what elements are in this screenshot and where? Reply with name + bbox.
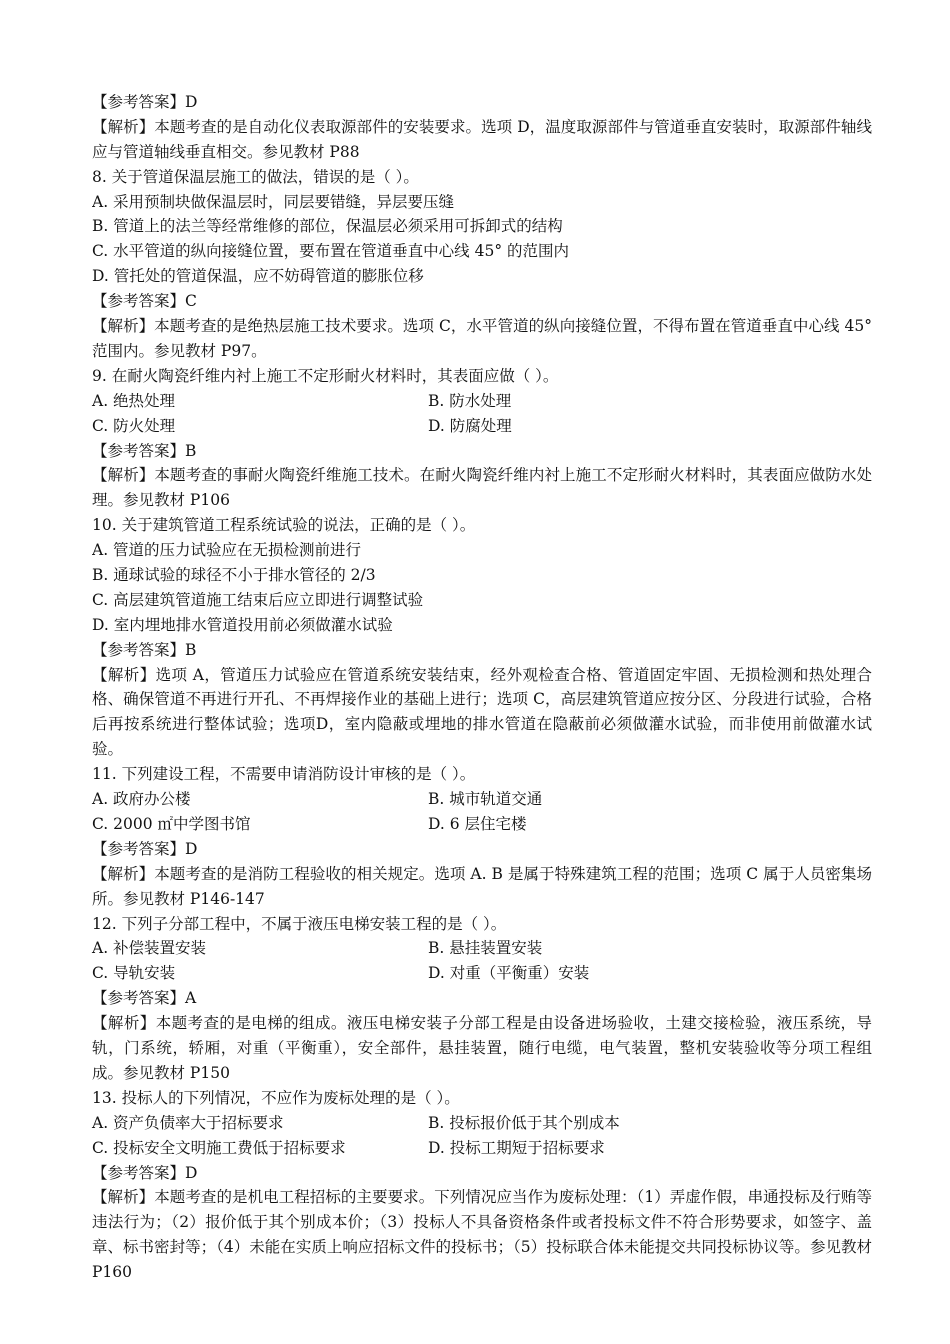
option-line: A. 管道的压力试验应在无损检测前进行 bbox=[92, 541, 362, 560]
explanation-paragraph: 【解析】本题考查的是自动化仪表取源部件的安装要求。选项 D，温度取源部件与管道垂直安装时，取源部件轴线应与管道轴线垂直相交。参见教材 P88 bbox=[92, 117, 872, 161]
option-left: A. 补偿装置安装 bbox=[92, 939, 207, 958]
answer-line: 【参考答案】D bbox=[92, 93, 198, 111]
option-line: B. 通球试验的球径不小于排水管径的 2/3 bbox=[92, 566, 376, 585]
option-line: D. 室内埋地排水管道投用前必须做灌水试验 bbox=[92, 615, 393, 634]
answer-line: 【参考答案】C bbox=[92, 292, 197, 311]
explanation-paragraph: 【解析】本题考查的是电梯的组成。液压电梯安装子分部工程是由设备进场验收，土建交接检验，液压系统，导轨，门系统，轿厢，对重（平衡重），安全部件，悬挂装置，随行电缆，电气装置，整机安装验收等分项工程组成。参见教材 P150 bbox=[92, 1014, 872, 1082]
option-right: D. 投标工期短于招标要求 bbox=[428, 1138, 605, 1157]
option-pair-row bbox=[92, 936, 872, 961]
question-stem: 9. 在耐火陶瓷纤维内衬上施工不定形耐火材料时，其表面应做（ ）。 bbox=[92, 366, 559, 385]
option-pair-row bbox=[92, 389, 872, 414]
explanation-paragraph: 【解析】本题考查的是机电工程招标的主要要求。下列情况应当作为废标处理：（1）弄虚作假，串通投标及行贿等违法行为；（2）报价低于其个别成本价；（3）投标人不具备资格条件或者投标文件不符合形势要求，如签字、盖章、标书密封等；（4）未能在实质上响应招标文件的投标书；（5）投标联合体未能提交共同投标协议等。参见教材 P160 bbox=[92, 1188, 872, 1282]
answer-line: 【参考答案】B bbox=[92, 441, 197, 460]
option-pair-row bbox=[92, 787, 872, 812]
option-line: C. 水平管道的纵向接缝位置，要布置在管道垂直中心线 45° 的范围内 bbox=[92, 242, 569, 261]
answer-line: 【参考答案】D bbox=[92, 1163, 198, 1182]
option-pair-row bbox=[92, 961, 872, 986]
document-content bbox=[92, 90, 872, 1285]
answer-line: 【参考答案】A bbox=[92, 989, 197, 1008]
option-line: C. 高层建筑管道施工结束后应立即进行调整试验 bbox=[92, 590, 424, 609]
option-left: A. 政府办公楼 bbox=[92, 790, 191, 809]
option-right: D. 6 层住宅楼 bbox=[428, 814, 527, 833]
question-stem: 13. 投标人的下列情况，不应作为废标处理的是（ ）。 bbox=[92, 1088, 460, 1107]
option-left: A. 绝热处理 bbox=[92, 391, 176, 410]
explanation-paragraph: 【解析】选项 A，管道压力试验应在管道系统安装结束，经外观检查合格、管道固定牢固、无损检测和热处理合格、确保管道不再进行开孔、不再焊接作业的基础上进行；选项 C，高层建筑管道应按分区、分段进行试验，合格后再按系统进行整体试验；选项D，室内隐蔽或埋地的排水管道在隐蔽前必须做灌水试验，而非使用前做灌水试验。 bbox=[92, 665, 872, 759]
explanation-paragraph: 【解析】本题考查的是绝热层施工技术要求。选项 C，水平管道的纵向接缝位置，不得布置在管道垂直中心线 45° 范围内。参见教材 P97。 bbox=[92, 317, 872, 360]
option-pair-row bbox=[92, 812, 872, 837]
option-right: B. 悬挂装置安装 bbox=[428, 939, 543, 958]
option-right: B. 城市轨道交通 bbox=[428, 790, 543, 809]
option-line: A. 采用预制块做保温层时，同层要错缝，异层要压缝 bbox=[92, 192, 455, 211]
answer-line: 【参考答案】D bbox=[92, 839, 198, 858]
question-stem: 8. 关于管道保温层施工的做法，错误的是（ ）。 bbox=[92, 167, 419, 186]
option-right: B. 投标报价低于其个别成本 bbox=[428, 1113, 620, 1132]
option-line: B. 管道上的法兰等经常维修的部位，保温层必须采用可拆卸式的结构 bbox=[92, 217, 563, 236]
option-left: C. 导轨安装 bbox=[92, 964, 176, 983]
option-pair-row bbox=[92, 1136, 872, 1161]
explanation-paragraph: 【解析】本题考查的是消防工程验收的相关规定。选项 A. B 是属于特殊建筑工程的范围；选项 C 属于人员密集场所。参见教材 P146-147 bbox=[92, 864, 872, 908]
option-right: B. 防水处理 bbox=[428, 391, 512, 410]
option-left: C. 防火处理 bbox=[92, 416, 176, 435]
option-left: C. 2000 ㎡中学图书馆 bbox=[92, 814, 251, 833]
question-stem: 12. 下列子分部工程中，不属于液压电梯安装工程的是（ ）。 bbox=[92, 914, 507, 933]
option-line: D. 管托处的管道保温，应不妨碍管道的膨胀位移 bbox=[92, 267, 424, 286]
option-pair-row bbox=[92, 414, 872, 439]
answer-line: 【参考答案】B bbox=[92, 640, 197, 659]
question-stem: 10. 关于建筑管道工程系统试验的说法，正确的是（ ）。 bbox=[92, 516, 476, 535]
option-right: D. 对重（平衡重）安装 bbox=[428, 964, 590, 983]
option-left: A. 资产负债率大于招标要求 bbox=[92, 1113, 284, 1132]
option-left: C. 投标安全文明施工费低于招标要求 bbox=[92, 1138, 346, 1157]
explanation-paragraph: 【解析】本题考查的事耐火陶瓷纤维施工技术。在耐火陶瓷纤维内衬上施工不定形耐火材料时，其表面应做防水处理。参见教材 P106 bbox=[92, 466, 872, 510]
option-pair-row bbox=[92, 1111, 872, 1136]
question-stem: 11. 下列建设工程，不需要申请消防设计审核的是（ ）。 bbox=[92, 765, 476, 784]
option-right: D. 防腐处理 bbox=[428, 416, 512, 435]
